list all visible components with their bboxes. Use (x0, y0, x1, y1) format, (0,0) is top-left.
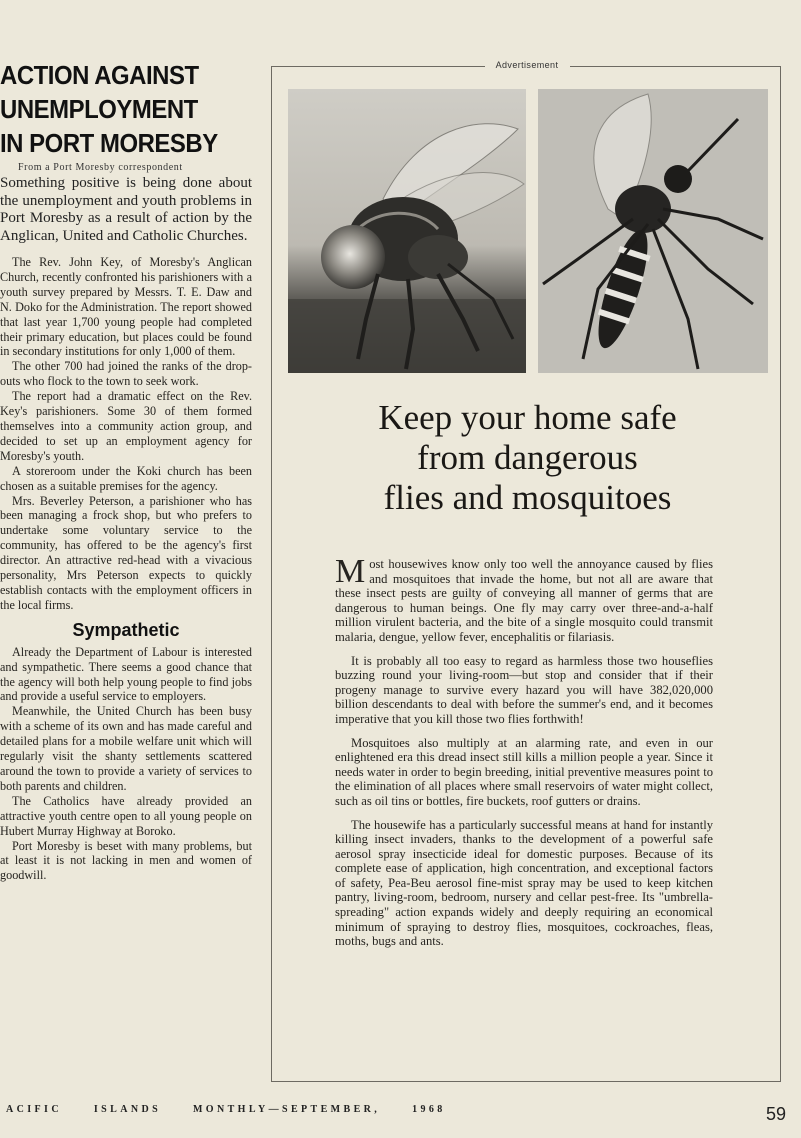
article-paragraph: Mrs. Beverley Peterson, a parishioner who has been managing a frock shop, but who prefers to undertake some voluntary service to the community, has offered to be the agency's first director. An attractive red-head with a vivacious personality, Mrs Peterson expects to quickly establish contacts with the employment officers in the local firms. (0, 493, 252, 612)
page-number: 59 (766, 1104, 787, 1124)
article-paragraph: Meanwhile, the United Church has been busy with a scheme of its own and has made careful and detailed plans for a mobile welfare unit which will regularly visit the shanty settlements scattered around the town to provide a variety of services to both parents and children. (0, 704, 252, 793)
article-paragraph: The report had a dramatic effect on the Rev. Key's parishioners. Some 30 of them formed themselves into a community action group, and decided to set up an employment agency for Moresby's youth. (0, 389, 252, 463)
footer-publication-part: ACIFIC (6, 1104, 62, 1115)
article-paragraph: Port Moresby is beset with many problems, but at least it is not lacking in men and women of goodwill. (0, 838, 252, 883)
footer-publication-part: ISLANDS (93, 1104, 162, 1115)
headline-line-3: IN PORT MORESBY (0, 128, 218, 158)
ad-paragraph: The housewife has a particularly successful means at hand for instantly killing insect invaders, thanks to the development of a powerful safe aerosol spray insecticide ideal for domestic purposes. Because of its complete ease of application, high concentration, and exceptional factors of safety, Pea-Beu aerosol fine-mist spray may be used to keep kitchen pantry, living-room, bedroom, nursery and cellar pest-free. Its "umbrella-spreading" action expands widely and deeply requiring an economical minimum of spraying to destroy flies, mosquitoes, cockroaches, fleas, moths, bugs and ants. (335, 817, 713, 949)
article-subhead: Sympathetic (72, 619, 180, 640)
article-paragraph: The Catholics have already provided an attractive youth centre open to all young people on Hubert Murray Highway at Boroko. (0, 793, 252, 838)
article-paragraph: Already the Department of Labour is interested and sympathetic. There seems a good chance that the agency will both help young people to find jobs and provide a useful service to employers. (0, 644, 252, 704)
advertisement-label: Advertisement (495, 60, 559, 70)
page-footer (6, 1104, 472, 1115)
ad-paragraph: It is probably all too easy to regard as harmless those two houseflies buzzing round your living-room—but stop and consider that if their progeny manage to survive every hazard you will have 382,020,000 billion descendants to deal with before the summer's end, and it becomes imperative that you kill those two flies forthwith! (335, 653, 713, 726)
drop-cap: M (335, 553, 366, 590)
mosquito-photo (538, 89, 768, 373)
advertisement-title (290, 398, 765, 518)
advertisement-rule-right (570, 66, 781, 67)
ad-first-paragraph-text: ost housewives know only too well the annoyance caused by flies and mosquitoes that invade the home, but not all are aware that these insect pests are guilty of conveying all manner of germs that are dangerous to human beings. One fly may carry over three-and-a-half million virulent bacteria, and the bite of a single mosquito could transmit malaria, dengue, yellow fever, encephalitis or filariasis. (335, 557, 713, 644)
advertisement-body (335, 553, 713, 958)
article-body (0, 255, 252, 883)
footer-publication-part: MONTHLY—SEPTEMBER, (192, 1104, 381, 1115)
footer-year: 1968 (412, 1104, 446, 1115)
headline-line-1: ACTION AGAINST (0, 60, 199, 90)
housefly-photo (288, 89, 526, 373)
ad-paragraph (335, 553, 713, 645)
article-headline (0, 58, 232, 160)
article-paragraph: A storeroom under the Koki church has been chosen as a suitable premises for the agency. (0, 463, 252, 493)
ad-paragraph: Mosquitoes also multiply at an alarming rate, and even in our enlightened era this dread insect still kills a million people a year. Since it needs water in order to begin breeding, initial preventive measures point to the elimination of all places where small reservoirs of water might collect, such as oil tins or bottles, fire buckets, roof gutters or drains. (335, 735, 713, 808)
article-paragraph: The other 700 had joined the ranks of the drop-outs who flock to the town to seek work. (0, 359, 252, 389)
article-byline: From a Port Moresby correspondent (18, 162, 183, 173)
article-paragraph: The Rev. John Key, of Moresby's Anglican Church, recently confronted his parishioners with a youth survey prepared by Messrs. T. E. Daw and N. Doko for the Administration. The report showed that last year 1,700 young people had completed their primary education, but places could be found in secondary institutions for only 1,000 of them. (0, 255, 252, 359)
article-lead: Something positive is being done about the unemployment and youth problems in Port Moresby as a result of action by the Anglican, United and Catholic Churches. (0, 175, 252, 244)
ad-title-line-1: Keep your home safe (378, 398, 677, 437)
advertisement-rule-left (271, 66, 485, 67)
headline-line-2: UNEMPLOYMENT (0, 94, 198, 124)
ad-title-line-2: from dangerous (417, 438, 638, 477)
ad-title-line-3: flies and mosquitoes (383, 478, 672, 517)
news-article (0, 58, 252, 883)
